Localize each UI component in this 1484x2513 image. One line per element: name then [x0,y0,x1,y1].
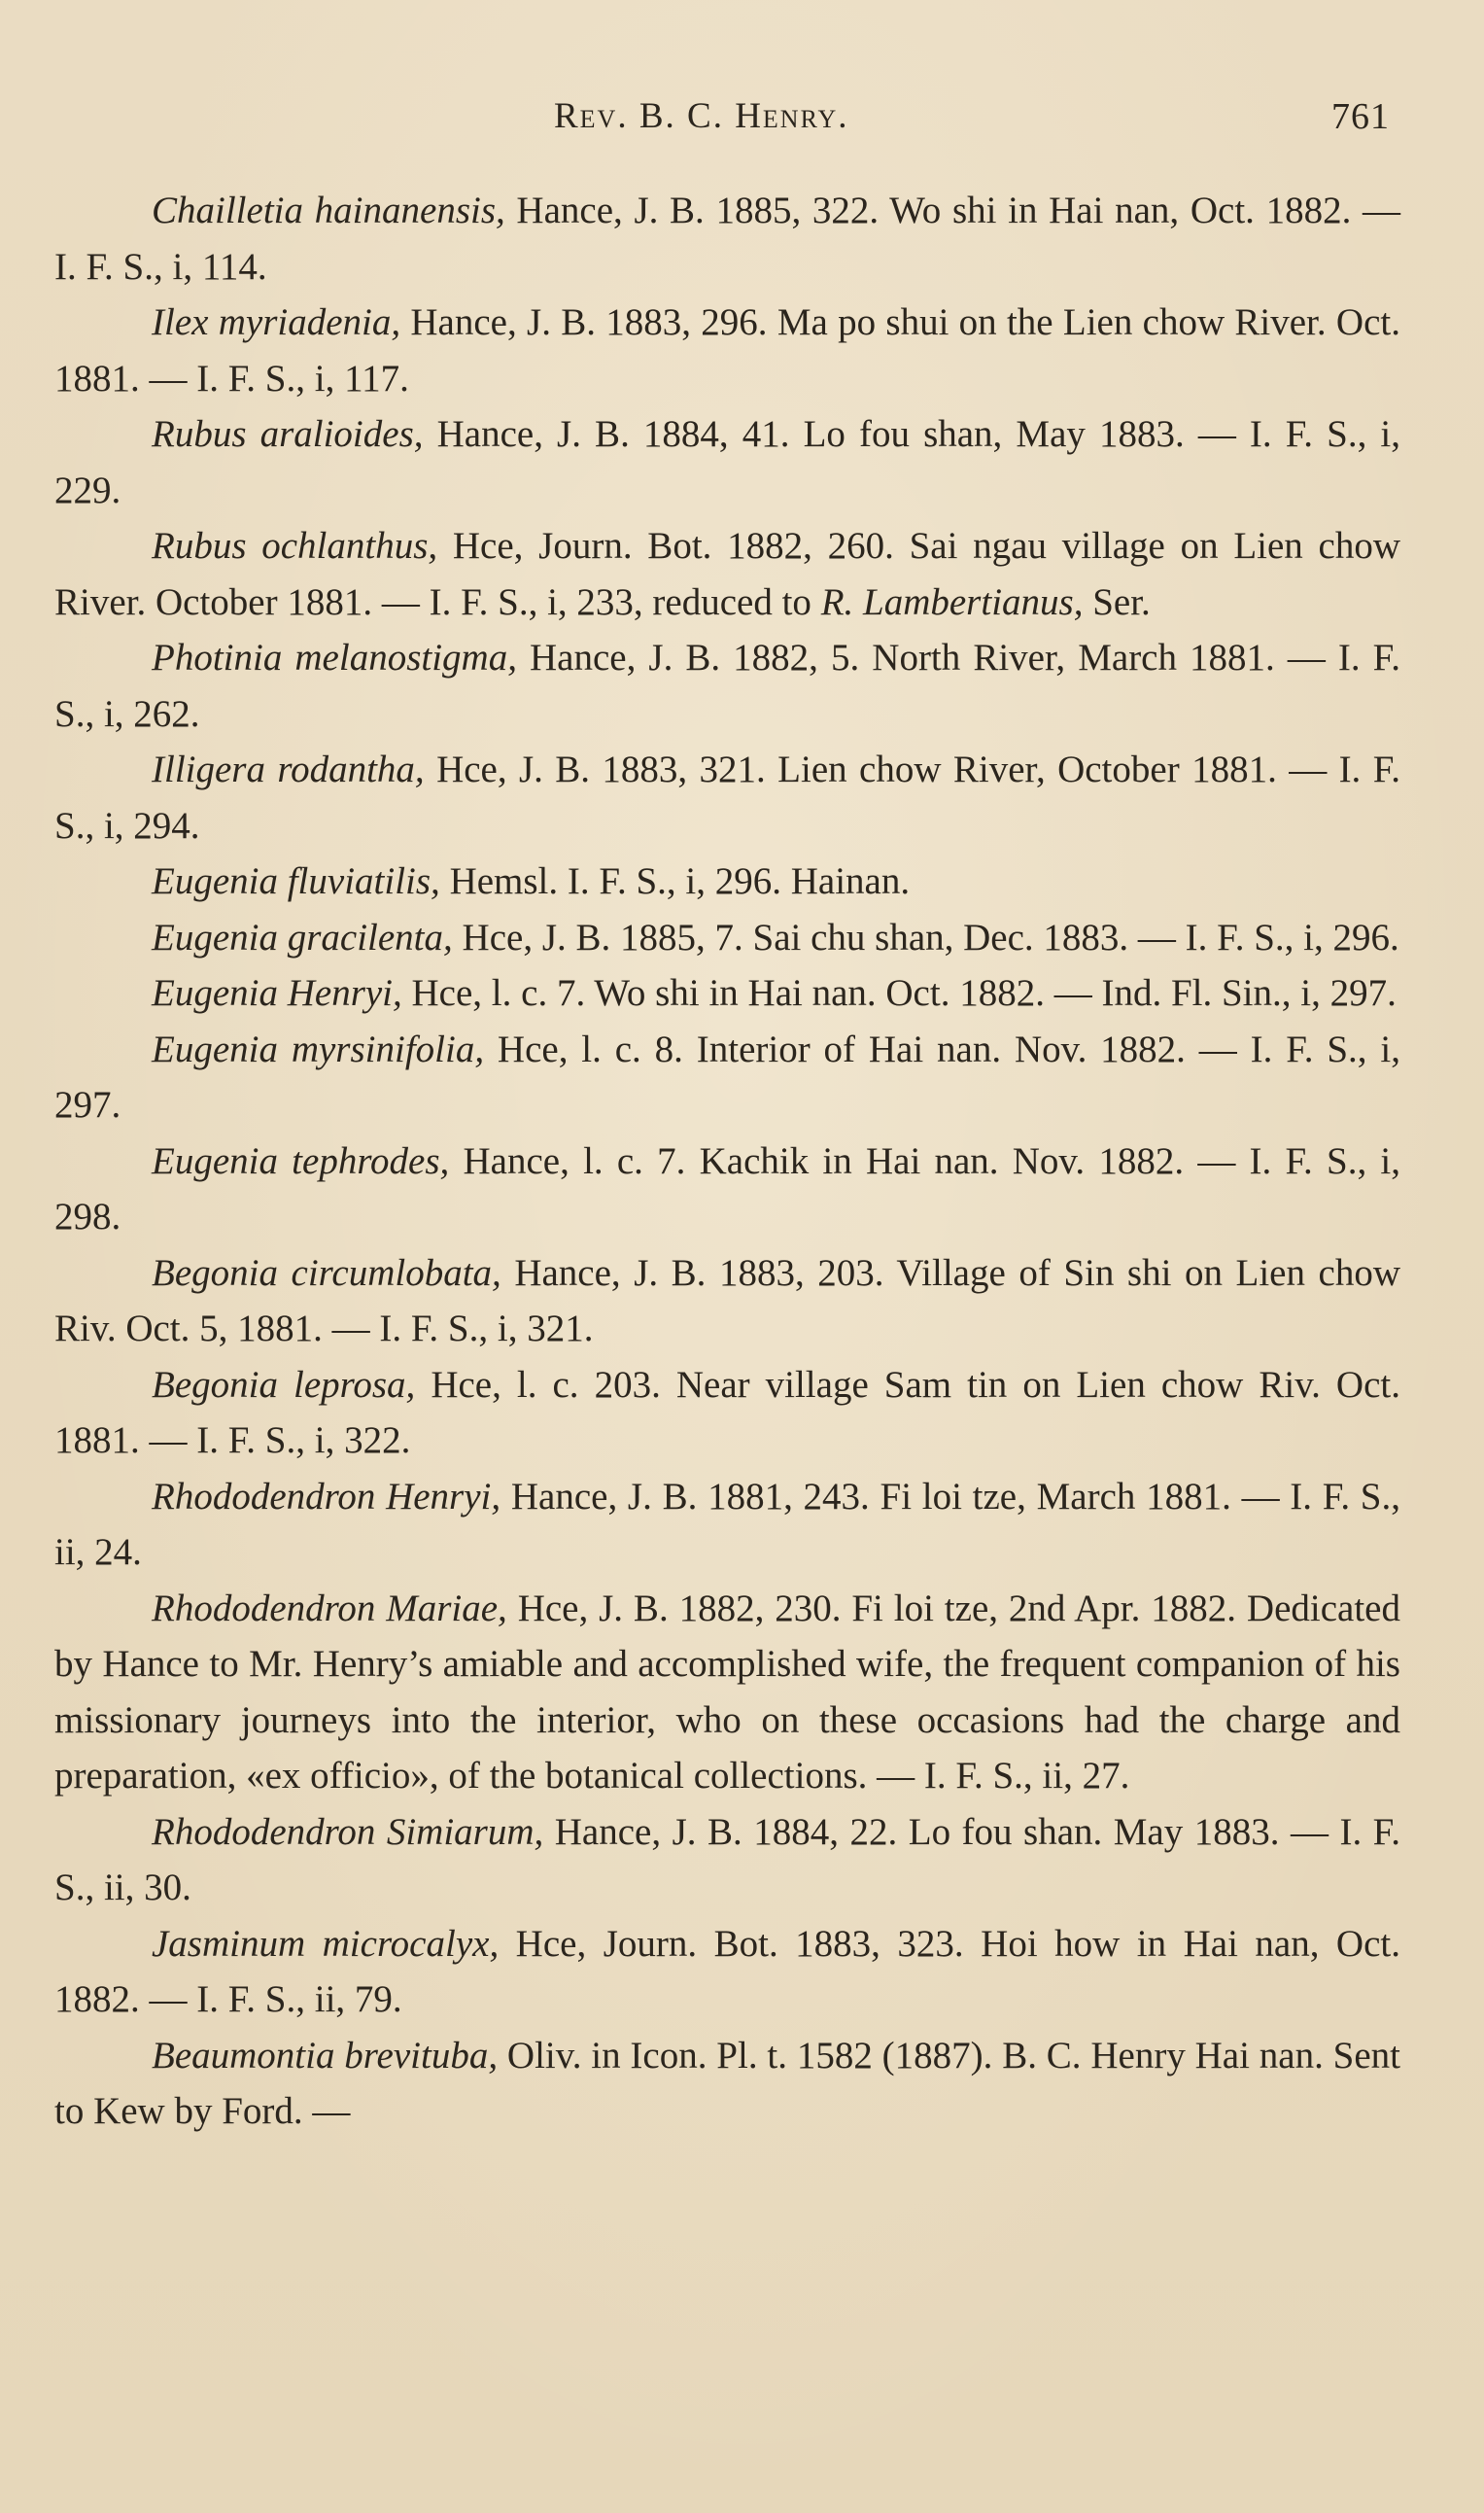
species-entry [54,1022,1400,1134]
species-name: Rubus ochlanthus, [152,525,438,567]
species-name: Photinia melanostigma, [152,637,517,679]
entry-text: Hce, Journ. Bot. 1882, 260. Sai ngau village on Lien chow River. October 1881. — I. F. S., i, 233, reduced to [54,525,1400,623]
species-name: Ilex myriadenia, [152,301,401,343]
entry-text: Hance, J. B. 1883, 203. Village of Sin shi on Lien chow Riv. Oct. 5, 1881. — I. F. S., i, 321. [54,1251,1400,1349]
species-name: Rhododendron Mariae, [152,1587,507,1629]
entry-text: Hce, l. c. 7. Wo shi in Hai nan. Oct. 1882. — Ind. Fl. Sin., i, 297. [401,972,1397,1014]
entry-text: Hce, l. c. 203. Near village Sam tin on Lien chow Riv. Oct. 1881. — I. F. S., i, 322. [54,1363,1400,1461]
species-entry [54,183,1400,295]
species-name: Eugenia Henryi, [152,972,402,1014]
species-entry [54,854,1400,910]
entry-text: Hance, J. B. 1884, 22. Lo fou shan. May 1883. — I. F. S., ii, 30. [54,1810,1400,1908]
species-entry [54,1357,1400,1469]
species-entry [54,2028,1400,2140]
species-list [54,183,1400,2140]
species-entry [54,965,1400,1022]
running-head [0,95,1484,154]
entry-text: Hce, J. B. 1885, 7. Sai chu shan, Dec. 1883. — I. F. S., i, 296. [452,916,1399,959]
species-entry [54,518,1400,630]
species-name: Eugenia tephrodes, [152,1139,450,1182]
page-number: 761 [1331,96,1390,137]
entry-text: Hance, J. B. 1885, 322. Wo shi in Hai nan, Oct. 1882. — I. F. S., i, 114. [54,190,1401,288]
species-name: Begonia leprosa, [152,1363,416,1406]
entry-text: Hance, J. B. 1883, 296. Ma po shui on the Lien chow River. Oct. 1881. — I. F. S., i, 117. [54,301,1400,400]
species-name: Begonia circumlobata, [152,1251,501,1294]
entry-text-tail: Ser. [1083,580,1151,623]
species-entry [54,1804,1400,1916]
species-name: Eugenia gracilenta, [152,916,453,959]
entry-text: Hance, J. B. 1884, 41. Lo fou shan, May 1883. — I. F. S., i, 229. [54,413,1400,511]
species-name: Beaumontia brevituba, [152,2034,499,2077]
entry-text: Hce, l. c. 8. Interior of Hai nan. Nov. 1882. — I. F. S., i, 297. [54,1028,1400,1126]
entry-text: Hemsl. I. F. S., i, 296. Hainan. [439,860,911,902]
species-name: Rhododendron Henryi, [152,1475,501,1518]
species-entry [54,1581,1400,1804]
species-name: Eugenia myrsinifolia, [152,1028,485,1070]
species-entry [54,295,1400,406]
entry-text: Hance, l. c. 7. Kachik in Hai nan. Nov. 1882. — I. F. S., i, 298. [54,1139,1400,1238]
species-entry [54,406,1400,518]
species-entry [54,1245,1400,1357]
species-name: Rubus aralioides, [152,413,424,455]
species-entry [54,1134,1400,1245]
entry-text: Hce, J. B. 1883, 321. Lien chow River, October 1881. — I. F. S., i, 294. [54,749,1401,847]
species-entry [54,1916,1400,2028]
entry-text: Hce, J. B. 1882, 230. Fi loi tze, 2nd Apr. 1882. Dedicated by Hance to Mr. Henry’s amiable and accomplished wife, the frequent companion of his missionary journeys into the interior, who on these occasions had the charge and preparation, «ex officio», of the botanical collections. — I. F. S., ii, 27. [54,1587,1400,1797]
species-entry [54,1469,1400,1581]
synonym-name: R. Lambertianus, [820,580,1084,623]
entry-text: Oliv. in Icon. Pl. t. 1582 (1887). B. C. Henry Hai nan. Sent to Kew by Ford. — [54,2034,1400,2132]
species-name: Rhododendron Simiarum, [152,1810,544,1853]
species-name: Illigera rodantha, [152,749,425,790]
entry-text: Hce, Journ. Bot. 1883, 323. Hoi how in Hai nan, Oct. 1882. — I. F. S., ii, 79. [54,1922,1400,2020]
species-name: Eugenia fluviatilis, [152,860,440,902]
entry-text: Hance, J. B. 1881, 243. Fi loi tze, March 1881. — I. F. S., ii, 24. [54,1475,1400,1573]
species-entry [54,910,1400,966]
species-name: Chailletia hainanensis, [152,190,505,231]
species-entry [54,630,1400,742]
running-title: Rev. B. C. Henry. [554,96,849,136]
entry-text: Hance, J. B. 1882, 5. North River, March 1881. — I. F. S., i, 262. [54,637,1400,735]
species-entry [54,742,1400,854]
species-name: Jasminum microcalyx, [152,1922,500,1965]
